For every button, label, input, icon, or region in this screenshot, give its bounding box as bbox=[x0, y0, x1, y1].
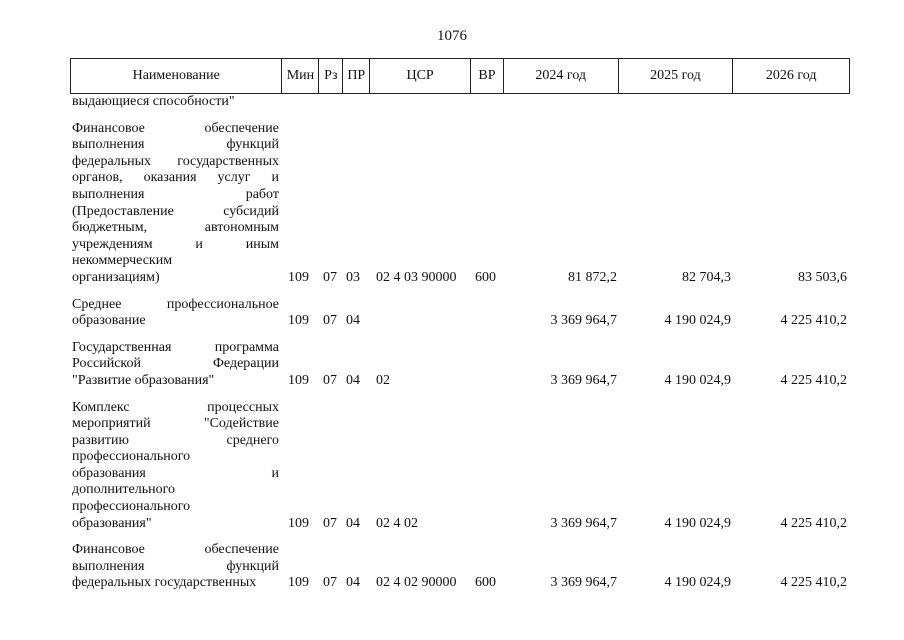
rows-container bbox=[70, 111, 850, 592]
row-2026: 4 225 410,2 bbox=[780, 313, 847, 329]
row-vr: 600 bbox=[475, 575, 496, 591]
table-header bbox=[70, 58, 850, 94]
row-name bbox=[70, 121, 282, 287]
row-2024: 3 369 964,7 bbox=[550, 313, 617, 329]
row-2026: 4 225 410,2 bbox=[780, 575, 847, 591]
row-2025: 82 704,3 bbox=[682, 269, 731, 285]
row-name-line: выполнения функций bbox=[72, 558, 279, 574]
header-vr: ВР bbox=[471, 59, 504, 93]
row-name-line: организациям) bbox=[72, 269, 160, 285]
row-min: 109 bbox=[288, 372, 309, 388]
row-name-line: учреждениям и иным bbox=[72, 236, 279, 252]
row-2026: 4 225 410,2 bbox=[780, 515, 847, 531]
table-body bbox=[70, 94, 850, 592]
row-min: 109 bbox=[288, 313, 309, 329]
row-name-line: развитию среднего bbox=[72, 432, 279, 448]
row-gap bbox=[70, 111, 850, 121]
row-2024: 3 369 964,7 bbox=[550, 575, 617, 591]
row-min: 109 bbox=[288, 515, 309, 531]
row-name-line: дополнительного bbox=[72, 482, 175, 498]
row-2025: 4 190 024,9 bbox=[664, 372, 731, 388]
table-row bbox=[70, 121, 850, 287]
header-2025: 2025 год bbox=[619, 59, 734, 93]
row-rz: 07 bbox=[323, 269, 337, 285]
row-pr: 03 bbox=[346, 269, 360, 285]
header-2026: 2026 год bbox=[765, 68, 817, 83]
row-name-line: выполнения функций bbox=[72, 137, 279, 153]
row-name-line: федеральных государственных bbox=[72, 575, 257, 591]
row-pr: 04 bbox=[346, 372, 360, 388]
row-name-line: некоммерческим bbox=[72, 253, 173, 269]
row-name-line: Российской Федерации bbox=[72, 356, 279, 372]
row-2024: 81 872,2 bbox=[568, 269, 617, 285]
row-name-line: профессионального bbox=[72, 449, 191, 465]
row-gap bbox=[70, 532, 850, 542]
header-rz: Рз bbox=[319, 59, 343, 93]
row-name-line: бюджетным, автономным bbox=[72, 220, 279, 236]
table-row bbox=[70, 297, 850, 330]
row-pr: 04 bbox=[346, 515, 360, 531]
row-vr: 600 bbox=[475, 269, 496, 285]
row-name bbox=[70, 542, 282, 592]
header-name: Наименование bbox=[71, 59, 282, 93]
row-name-line: Среднее профессиональное bbox=[72, 296, 279, 312]
row-name-line: мероприятий "Содействие bbox=[72, 416, 279, 432]
row-name-line: "Развитие образования" bbox=[72, 372, 215, 388]
row-pr: 04 bbox=[346, 575, 360, 591]
table-row bbox=[70, 340, 850, 390]
row-name-line: профессионального bbox=[72, 499, 191, 515]
row-name-line: (Предоставление субсидий bbox=[72, 203, 279, 219]
row-name-line: Финансовое обеспечение bbox=[72, 542, 279, 558]
header-pr: ПР bbox=[343, 59, 370, 93]
header-csr: ЦСР bbox=[370, 59, 471, 93]
row-name-line: Государственная программа bbox=[72, 339, 279, 355]
row-name bbox=[70, 297, 282, 330]
row-2026: 83 503,6 bbox=[798, 269, 847, 285]
row-2025: 4 190 024,9 bbox=[664, 575, 731, 591]
header-2024: 2024 год bbox=[504, 59, 619, 93]
row-gap bbox=[70, 330, 850, 340]
row-min: 109 bbox=[288, 269, 309, 285]
row-rz: 07 bbox=[323, 575, 337, 591]
row-name-line: федеральных государственных bbox=[72, 153, 279, 169]
row-name-line: выполнения работ bbox=[72, 186, 279, 202]
row-name bbox=[70, 400, 282, 533]
row-name-line: Комплекс процессных bbox=[72, 399, 279, 415]
row-2024: 3 369 964,7 bbox=[550, 372, 617, 388]
row-rz: 07 bbox=[323, 515, 337, 531]
row-csr: 02 4 02 90000 bbox=[376, 575, 457, 591]
row-rz: 07 bbox=[323, 372, 337, 388]
row-name-line: Финансовое обеспечение bbox=[72, 120, 279, 136]
header-min: Мин bbox=[282, 59, 319, 93]
row-2025: 4 190 024,9 bbox=[664, 515, 731, 531]
row-name-line: образования и bbox=[72, 465, 279, 481]
continued-row bbox=[70, 94, 850, 111]
row-name-line: образование bbox=[72, 313, 146, 329]
row-name bbox=[70, 340, 282, 390]
page-number: 1076 bbox=[437, 28, 467, 44]
row-csr: 02 bbox=[376, 372, 390, 388]
row-gap bbox=[70, 390, 850, 400]
table-row bbox=[70, 400, 850, 533]
row-gap bbox=[70, 287, 850, 297]
row-rz: 07 bbox=[323, 313, 337, 329]
row-2024: 3 369 964,7 bbox=[550, 515, 617, 531]
row-pr: 04 bbox=[346, 313, 360, 329]
row-min: 109 bbox=[288, 575, 309, 591]
row-name-line: органов, оказания услуг и bbox=[72, 170, 279, 186]
table-row bbox=[70, 542, 850, 592]
row-csr: 02 4 02 bbox=[376, 515, 418, 531]
row-name-line: образования" bbox=[72, 515, 152, 531]
row-2026: 4 225 410,2 bbox=[780, 372, 847, 388]
row-csr: 02 4 03 90000 bbox=[376, 269, 457, 285]
row-2025: 4 190 024,9 bbox=[664, 313, 731, 329]
continued-text: выдающиеся способности" bbox=[72, 94, 235, 109]
